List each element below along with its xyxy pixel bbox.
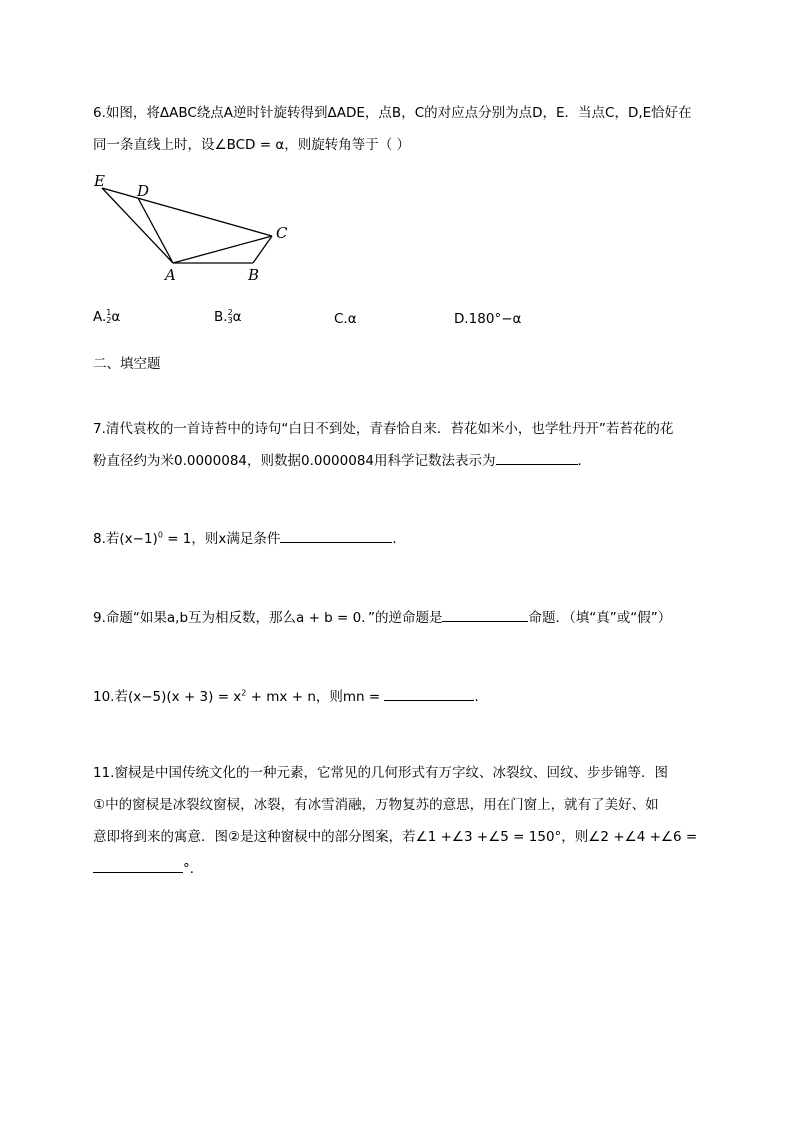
q8-answer-blank [280, 528, 392, 543]
q6-option-b: B. 2 3 α [214, 308, 242, 325]
q9-text: 9.命题“如果a,b互为相反数，那么a + b = 0．”的逆命题是 命题．（填“真”或“假”） [93, 606, 671, 626]
q10-answer-blank [384, 686, 474, 701]
q6-option-a: A. 1 2 α [93, 308, 121, 325]
q6-text-line2: 同一条直线上时，设∠BCD = α，则旋转角等于（ ） [93, 137, 411, 153]
label-a: A [165, 266, 176, 284]
q10-text: 10.若$(x-5)(x + 3) = x^2$ + mx + n，则mn = ． [93, 685, 488, 705]
q11-text-line1: 11.窗棂是中国传统文化的一种元素，它常见的几何形式有万字纹、冰裂纹、回纹、步步锦等．图 [93, 765, 668, 781]
q6-option-d: D.180°−α [454, 311, 522, 327]
segment-da [138, 198, 173, 263]
q7-answer-blank [496, 450, 578, 465]
q11-answer-blank [93, 858, 183, 873]
q6-option-c: C.α [334, 311, 357, 327]
q11-text-line3: 意即将到来的寓意．图②是这种窗棂中的部分图案，若∠1 +∠3 +∠5 = 150°，则∠2 +∠4 +∠6 = [93, 829, 698, 845]
label-d: D [137, 182, 150, 200]
segment-ac [173, 236, 272, 263]
label-e: E [94, 172, 105, 190]
section-title: 二、填空题 [93, 356, 161, 372]
segment-ec [102, 188, 272, 236]
q9-answer-blank [442, 607, 528, 622]
q6-text-line1: 6.如图，将ΔABC绕点A逆时针旋转得到ΔADE，点B，C的对应点分别为点D，E．当点C，D,E恰好在 [93, 105, 692, 121]
label-c: C [276, 224, 288, 242]
q7-text-line1: 7.清代袁枚的一首诗苔中的诗句“白日不到处，青春恰自来．苔花如米小，也学牡丹开”若苔花的花 [93, 421, 674, 437]
q6-triangle-figure [88, 168, 298, 286]
q7-text-line2: 粉直径约为米0.0000084，则数据0.0000084用科学记数法表示为 ． [93, 449, 591, 469]
label-b: B [248, 266, 260, 284]
q11-text-line2: ①中的窗棂是冰裂纹窗棂，冰裂，有冰雪消融，万物复苏的意思，用在门窗上，就有了美好、如 [93, 797, 659, 813]
q11-text-line4: °． [93, 857, 203, 877]
q8-text: 8.若$(x-1)^0 = 1$，则x满足条件 ． [93, 527, 406, 547]
